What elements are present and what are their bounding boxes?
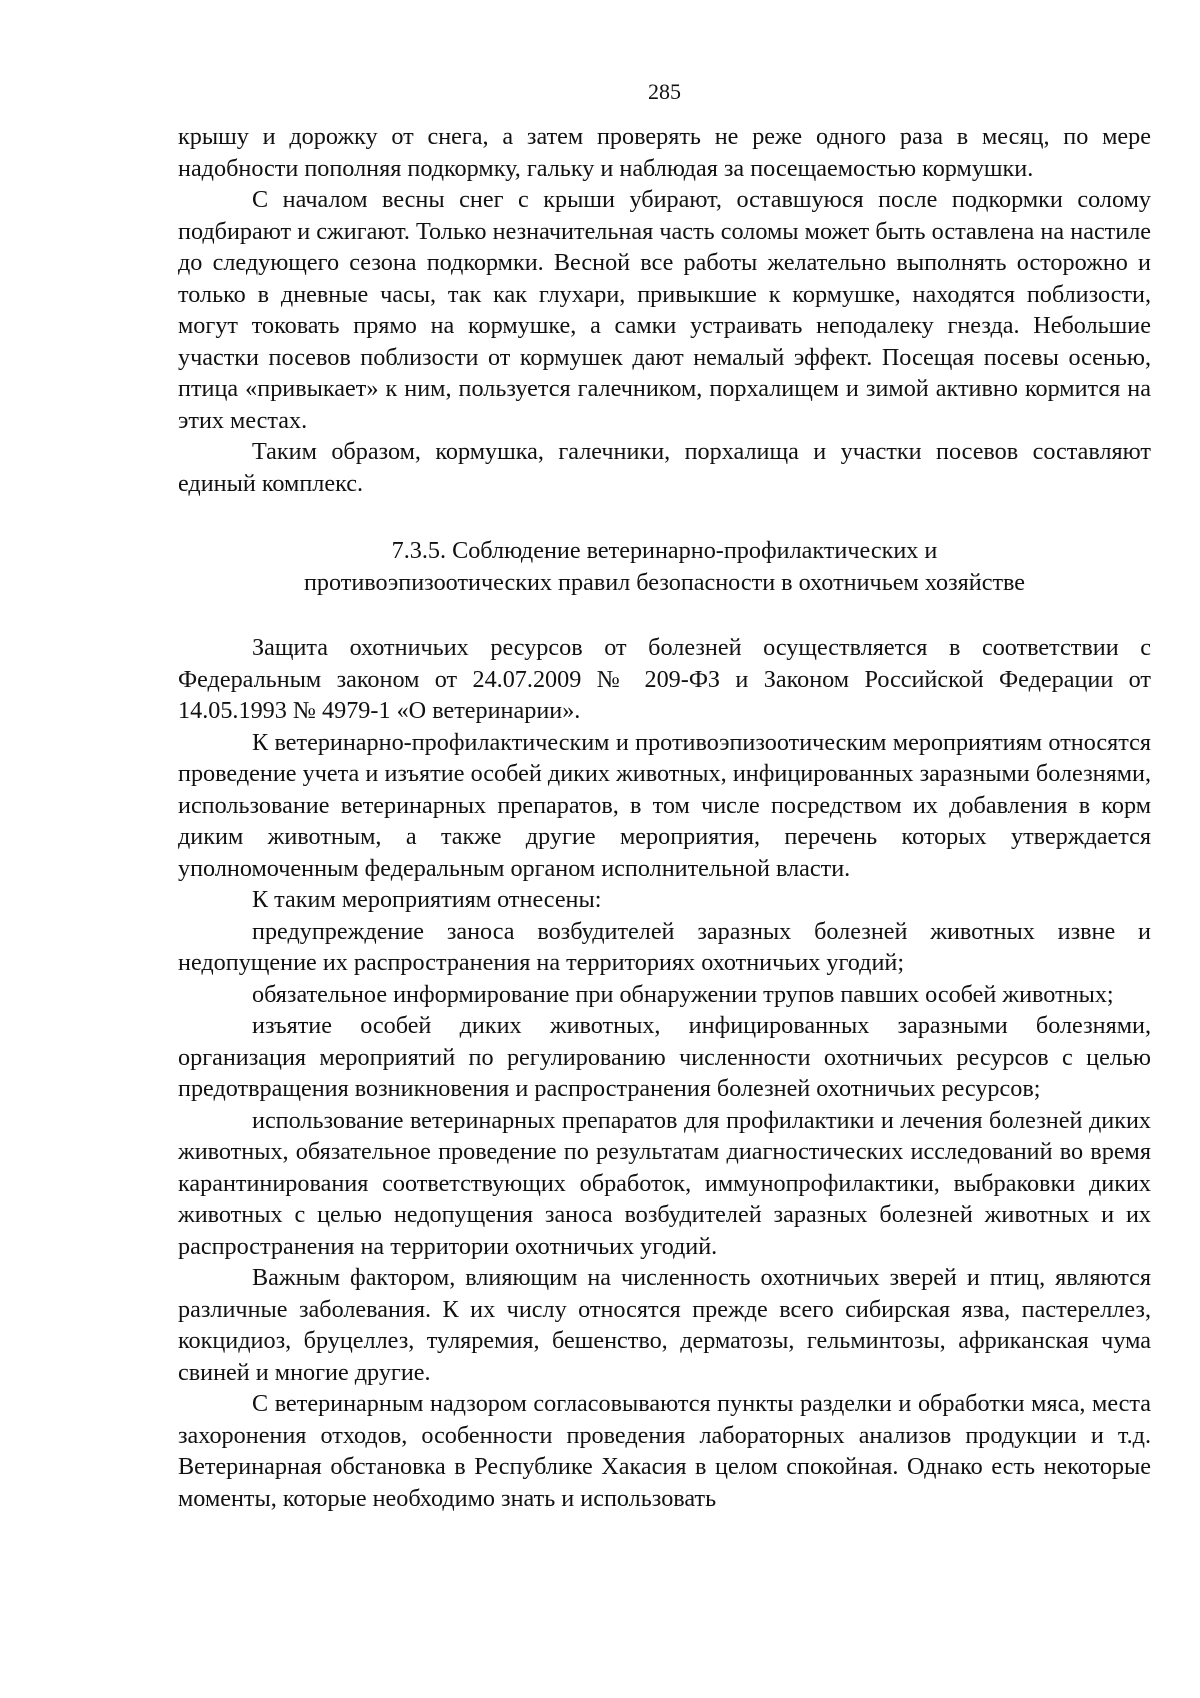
document-body — [178, 121, 1151, 1514]
paragraph: Таким образом, кормушка, галечники, порхалища и участки посевов составляют единый комплекс. — [178, 438, 1151, 497]
list-item: использование ветеринарных препаратов для профилактики и лечения болезней диких животных, обязательное проведение по результатам диагностических исследований во время карантинирования соответствующих обработок, иммунопрофилактики, выбраковки диких животных с целью недопущения заноса возбудителей заразных болезней животных и их распространения на территории охотничьих угодий. — [178, 1106, 1151, 1260]
section-heading-line-2: противоэпизоотических правил безопасности в охотничьем хозяйстве — [303, 568, 1026, 596]
paragraph: К таким мероприятиям отнесены: — [252, 886, 602, 913]
list-item: обязательное информирование при обнаружении трупов павших особей животных; — [252, 980, 1114, 1008]
list-item: изъятие особей диких животных, инфицированных заразными болезнями, организация мероприятий по регулированию численности охотничьих ресурсов с целью предотвращения возникновения и распространения болезней охотничьих ресурсов; — [178, 1012, 1151, 1102]
paragraph: С ветеринарным надзором согласовываются пункты разделки и обработки мяса, места захоронения отходов, особенности проведения лабораторных анализов продукции и т.д. Ветеринарная обстановка в Республике Хакасия в целом спокойная. Однако есть некоторые моменты, которые необходимо знать и использовать — [178, 1390, 1151, 1512]
paragraph-continuation: крышу и дорожку от снега, а затем проверять не реже одного раза в месяц, по мере надобности пополняя подкормку, гальку и наблюдая за посещаемостью кормушки. — [178, 123, 1151, 182]
page-number: 285 — [648, 79, 681, 104]
paragraph: К ветеринарно-профилактическим и противоэпизоотическим мероприятиям относятся проведение учета и изъятие особей диких животных, инфицированных заразными болезнями, использование ветеринарных препаратов, в том числе посредством их добавления в корм диким животным, а также другие мероприятия, перечень которых утверждается уполномоченным федеральным органом исполнительной власти. — [178, 728, 1151, 882]
section-heading — [178, 535, 1151, 598]
section-heading-line-1: 7.3.5. Соблюдение ветеринарно-профилактических и — [391, 537, 938, 564]
list-item: предупреждение заноса возбудителей заразных болезней животных извне и недопущение их распространения на территориях охотничьих угодий; — [178, 917, 1151, 976]
paragraph: Важным фактором, влияющим на численность охотничьих зверей и птиц, являются различные заболевания. К их числу относятся прежде всего сибирская язва, пастереллез, кокцидиоз, бруцеллез, туляремия, бешенство, дерматозы, гельминтозы, африканская чума свиней и многие другие. — [178, 1264, 1151, 1386]
paragraph: Защита охотничьих ресурсов от болезней осуществляется в соответствии с Федеральным законом от 24.07.2009 № 209-ФЗ и Законом Российской Федерации от 14.05.1993 № 4979-1 «О ветеринарии». — [178, 634, 1151, 724]
paragraph: С началом весны снег с крыши убирают, оставшуюся после подкормки солому подбирают и сжигают. Только незначительная часть соломы может быть оставлена на настиле до следующего сезона подкормки. Весной все работы желательно выполнять осторожно и только в дневные часы, так как глухари, привыкшие к кормушке, находятся поблизости, могут токовать прямо на кормушке, а самки устраивать неподалеку гнезда. Небольшие участки посевов поблизости от кормушек дают немалый эффект. Посещая посевы осенью, птица «привыкает» к ним, пользуется галечником, порхалищем и зимой активно кормится на этих местах. — [178, 186, 1151, 434]
